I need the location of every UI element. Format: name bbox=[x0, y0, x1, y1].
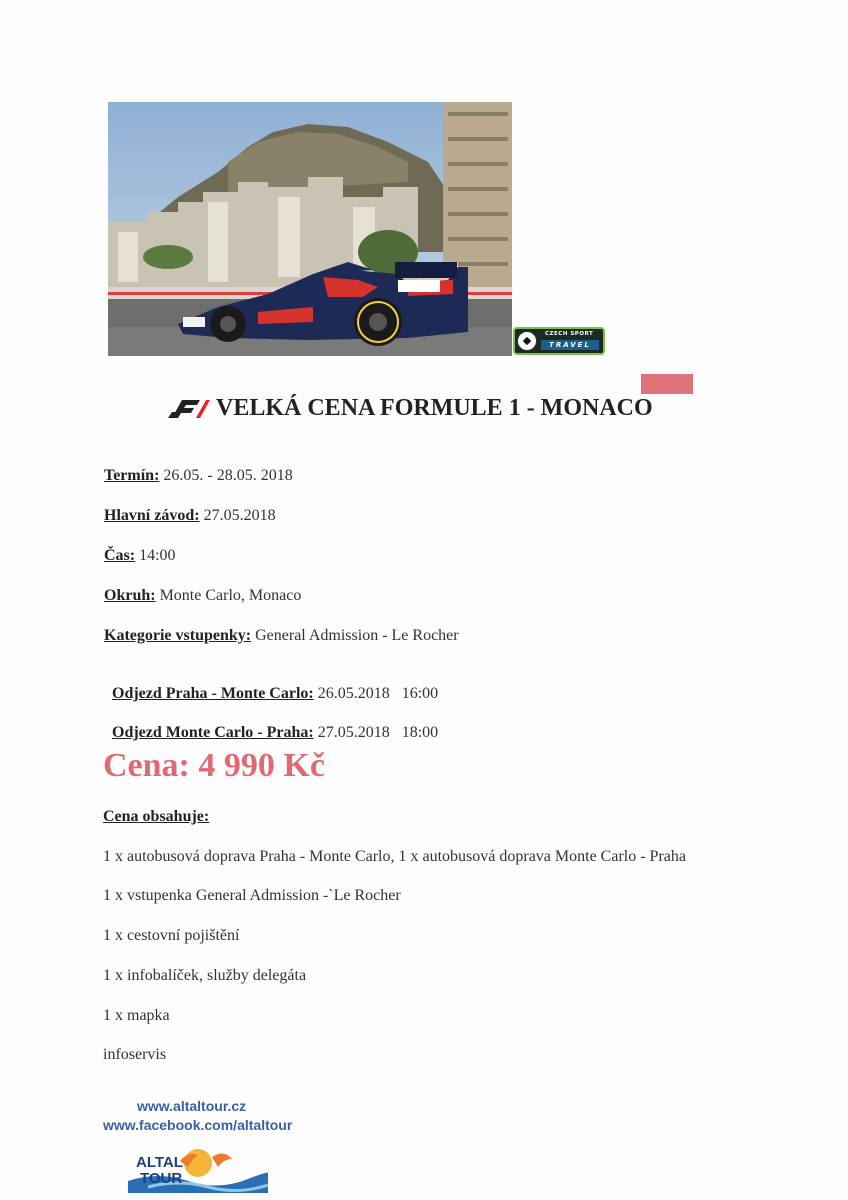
detail-value: 26.05.2018 16:00 bbox=[313, 685, 439, 702]
price: Cena: 4 990 Kč bbox=[103, 747, 325, 784]
website-link[interactable]: www.altaltour.cz bbox=[137, 1098, 247, 1114]
badge-line-2: TRAVEL bbox=[541, 340, 599, 350]
detail-okruh bbox=[104, 587, 301, 605]
soccer-ball-icon bbox=[517, 331, 537, 351]
includes-heading: Cena obsahuje: bbox=[103, 808, 210, 825]
detail-termin bbox=[104, 467, 293, 485]
czech-sport-travel-logo bbox=[513, 327, 605, 355]
hero-photo bbox=[108, 102, 512, 356]
detail-value: 26.05. - 28.05. 2018 bbox=[159, 467, 293, 484]
detail-label: Odjezd Praha - Monte Carlo: bbox=[112, 685, 314, 702]
include-item: 1 x cestovní pojištění bbox=[103, 927, 240, 944]
include-item: 1 x mapka bbox=[103, 1007, 170, 1024]
title-row bbox=[166, 393, 653, 423]
detail-value: 27.05.2018 bbox=[199, 507, 276, 524]
detail-label: Čas: bbox=[104, 547, 136, 564]
detail-label: Termín: bbox=[104, 467, 160, 484]
detail-kategorie bbox=[104, 627, 459, 645]
pink-block bbox=[641, 374, 693, 394]
include-item: 1 x vstupenka General Admission -`Le Rocher bbox=[103, 887, 401, 904]
logo-line-2: TOUR bbox=[140, 1170, 183, 1187]
f1-logo-icon bbox=[166, 396, 210, 420]
page-title: VELKÁ CENA FORMULE 1 - MONACO bbox=[216, 394, 653, 421]
detail-odjezd-praha bbox=[104, 667, 438, 703]
include-item: 1 x infobalíček, služby delegáta bbox=[103, 967, 307, 984]
detail-hlavni-zavod bbox=[104, 507, 276, 525]
facebook-link[interactable]: www.facebook.com/altaltour bbox=[103, 1117, 293, 1133]
detail-cas bbox=[104, 547, 176, 565]
detail-label: Hlavní závod: bbox=[104, 507, 200, 524]
detail-odjezd-monte-carlo bbox=[104, 706, 438, 742]
include-item: infoservis bbox=[103, 1046, 167, 1063]
altal-tour-logo bbox=[128, 1143, 268, 1193]
detail-label: Okruh: bbox=[104, 587, 156, 604]
detail-value: 27.05.2018 18:00 bbox=[313, 724, 439, 741]
detail-value: Monte Carlo, Monaco bbox=[155, 587, 302, 604]
badge-line-1: CZECH SPORT bbox=[545, 331, 594, 337]
detail-label: Kategorie vstupenky: bbox=[104, 627, 252, 644]
include-item: 1 x autobusová doprava Praha - Monte Carlo, 1 x autobusová doprava Monte Carlo - Praha bbox=[103, 848, 686, 865]
detail-value: 14:00 bbox=[135, 547, 176, 564]
detail-value: General Admission - Le Rocher bbox=[251, 627, 459, 644]
logo-line-1: ALTAL bbox=[136, 1154, 183, 1171]
detail-label: Odjezd Monte Carlo - Praha: bbox=[112, 724, 314, 741]
